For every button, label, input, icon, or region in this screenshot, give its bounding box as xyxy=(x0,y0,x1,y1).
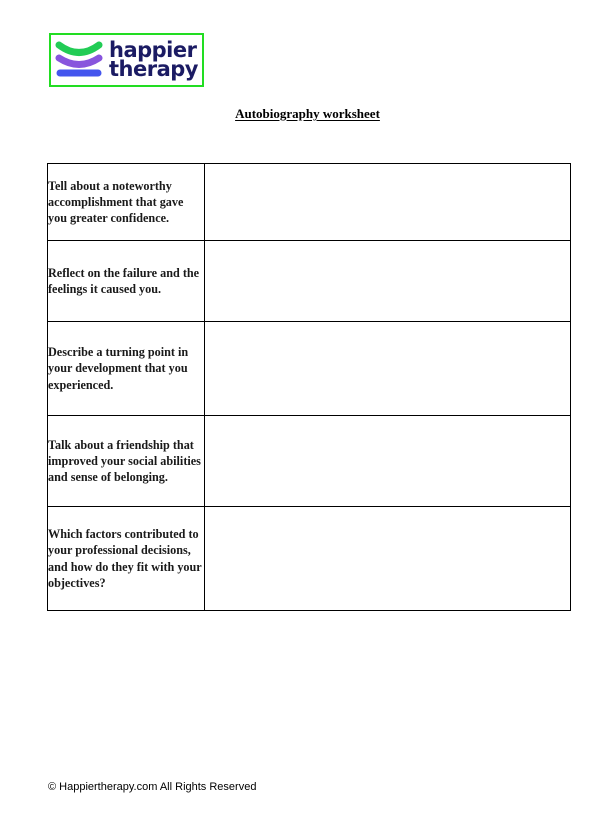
answer-cell-2[interactable] xyxy=(205,241,571,322)
brand-logo xyxy=(49,33,204,87)
table-row xyxy=(48,322,571,416)
answer-cell-1[interactable] xyxy=(205,164,571,241)
logo-word-happier: happier xyxy=(109,37,197,62)
footer-copyright: © Happiertherapy.com All Rights Reserved xyxy=(48,781,257,793)
logo-wave-bars-icon xyxy=(55,38,103,82)
answer-cell-4[interactable] xyxy=(205,416,571,507)
worksheet-table xyxy=(47,163,571,611)
answer-cell-5[interactable] xyxy=(205,507,571,611)
table-row xyxy=(48,241,571,322)
page-title xyxy=(0,106,615,122)
prompt-cell-3: Describe a turning point in your development that you experienced. xyxy=(48,322,205,416)
table-row xyxy=(48,416,571,507)
page-title-text: Autobiography worksheet xyxy=(235,106,380,121)
answer-cell-3[interactable] xyxy=(205,322,571,416)
prompt-cell-4: Talk about a friendship that improved your social abilities and sense of belonging. xyxy=(48,416,205,507)
logo-wordmark xyxy=(109,37,198,81)
prompt-cell-1: Tell about a noteworthy accomplishment that gave you greater confidence. xyxy=(48,164,205,241)
table-row xyxy=(48,507,571,611)
prompt-cell-2: Reflect on the failure and the feelings it caused you. xyxy=(48,241,205,322)
table-row xyxy=(48,164,571,241)
prompt-cell-5: Which factors contributed to your professional decisions, and how do they fit with your objectives? xyxy=(48,507,205,611)
logo-word-therapy: therapy xyxy=(109,57,198,81)
